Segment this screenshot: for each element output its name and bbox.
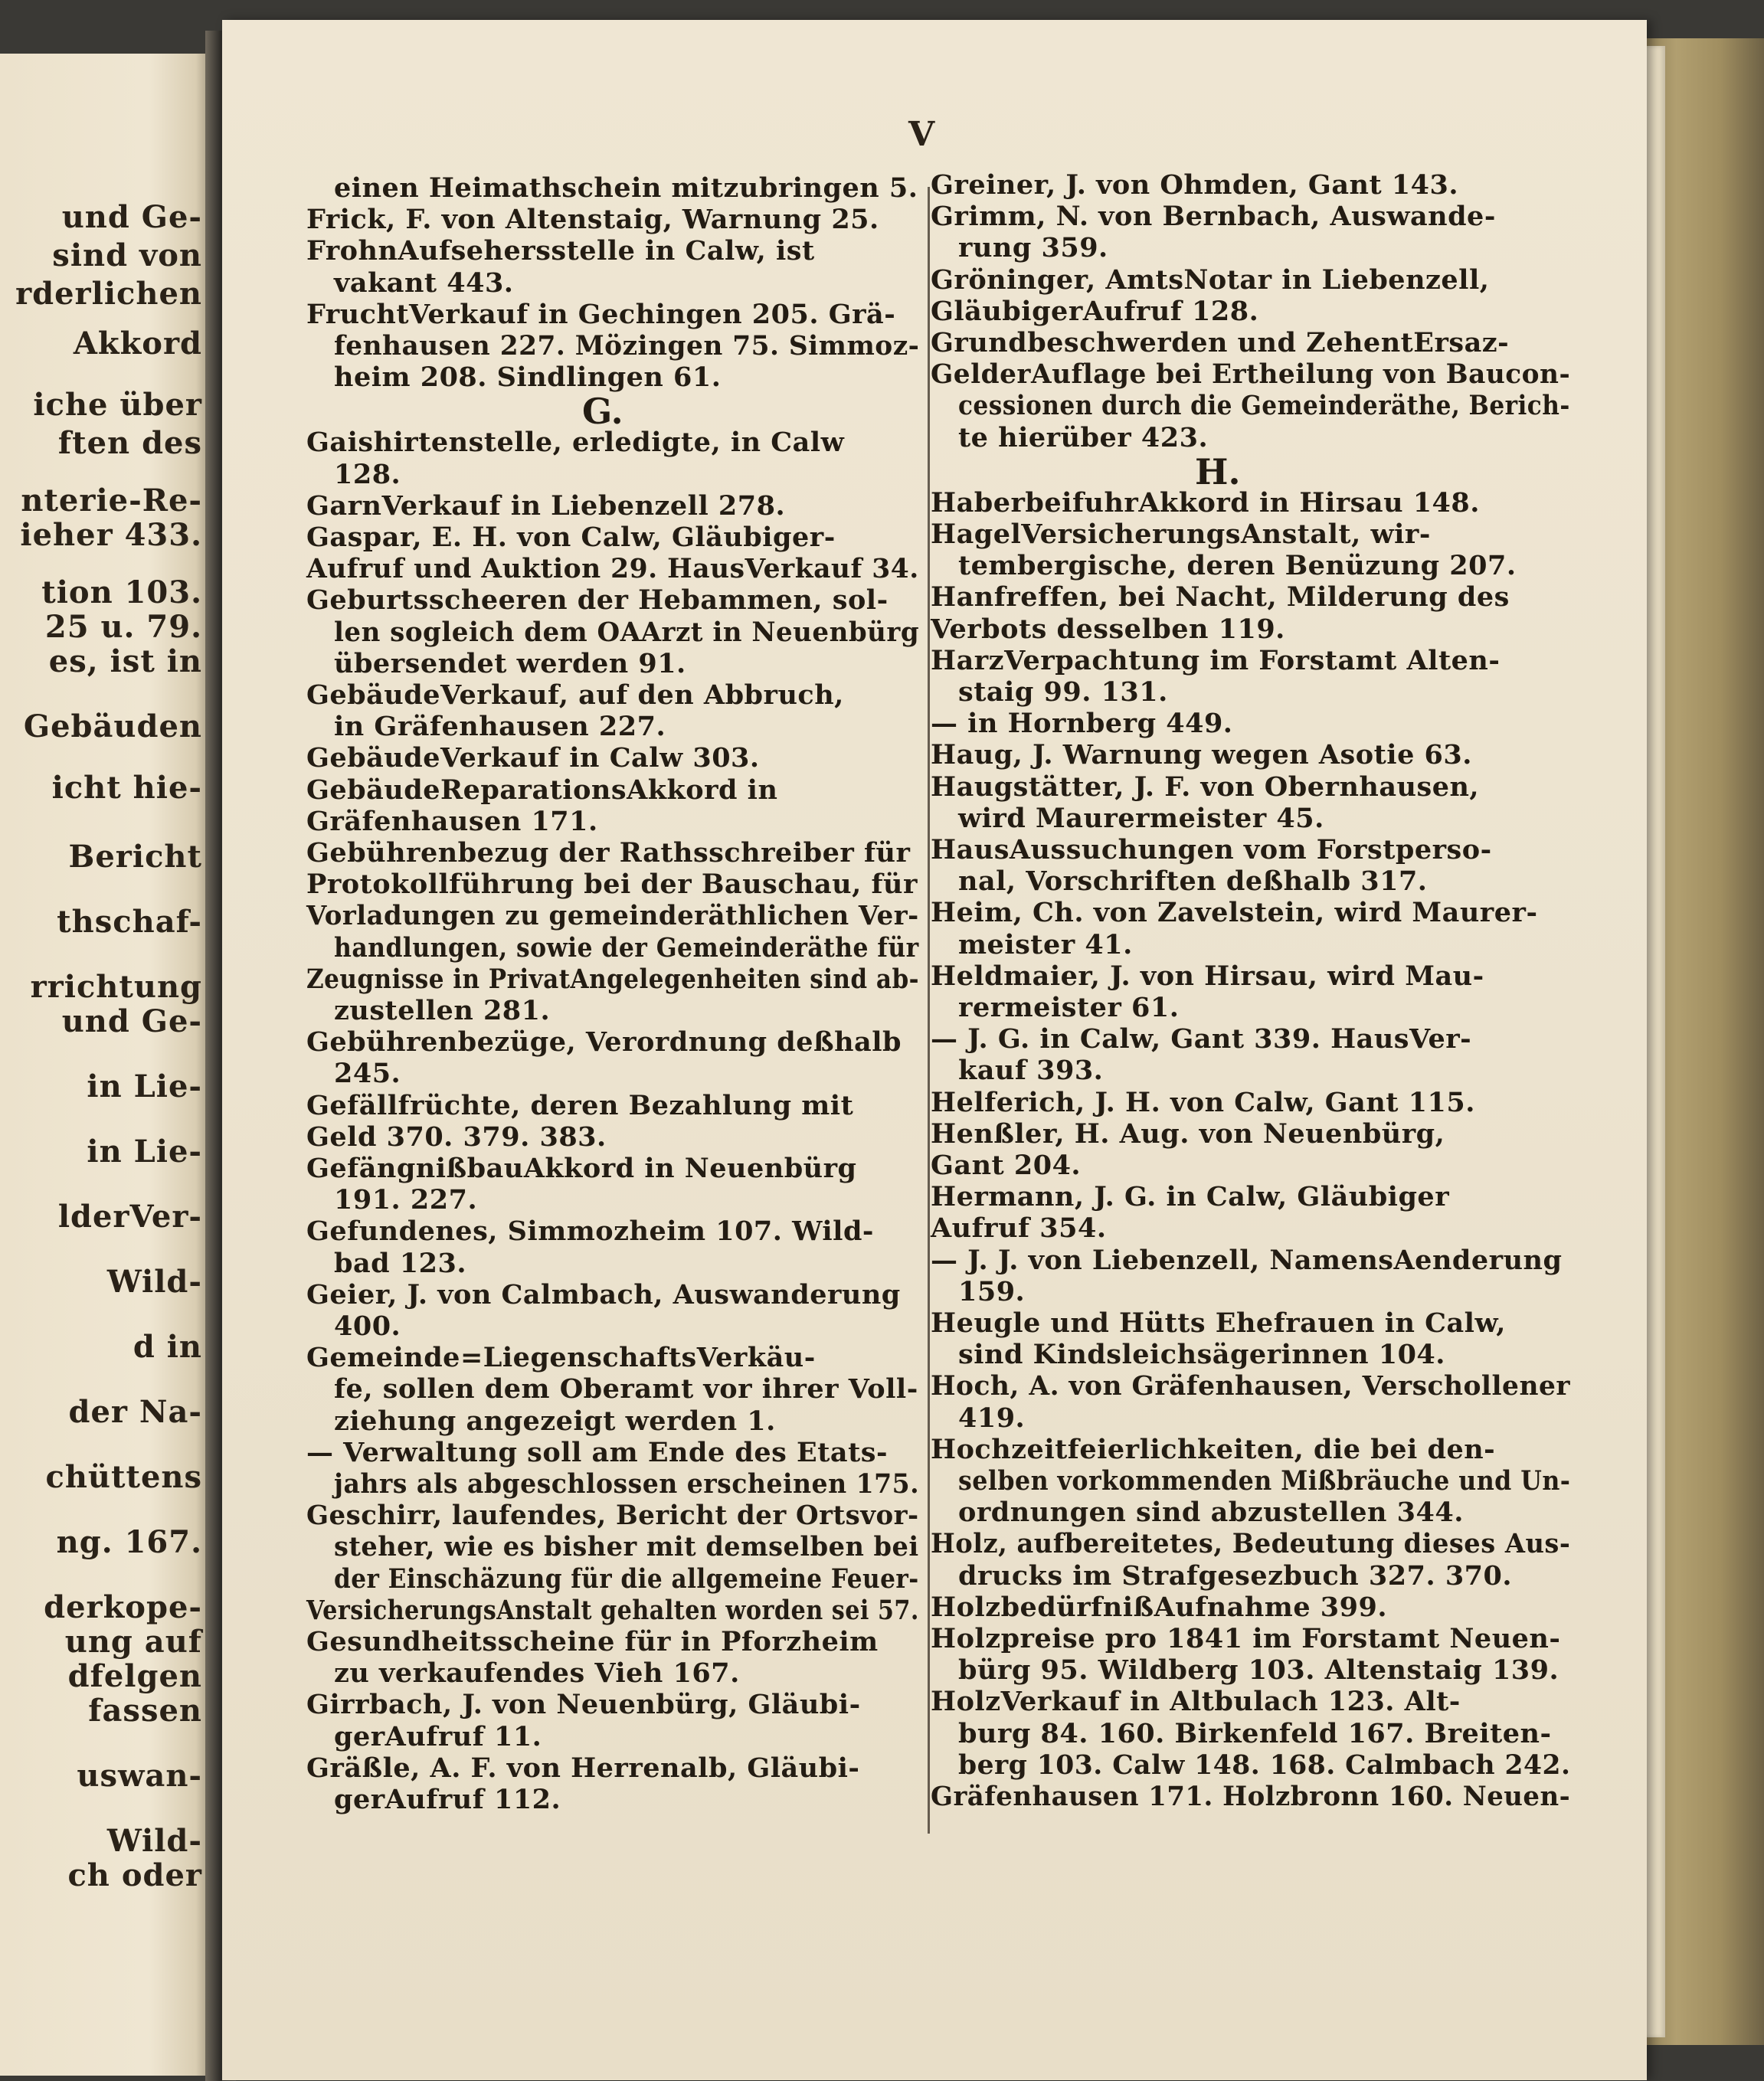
index-entry-line: Girrbach, J. von Neuenbürg, Gläubi- [306,1689,861,1721]
index-entry-line: Gräfenhausen 171. Holzbronn 160. Neuen- [931,1781,1571,1812]
index-entry-line: ordnungen sind abzustellen 344. [958,1497,1464,1529]
index-entry-line: Verbots desselben 119. [931,613,1285,645]
index-entry-line: Gant 204. [931,1150,1082,1181]
left-fragment-line: thschaf- [57,904,202,940]
index-entry-line: nal, Vorschriften deßhalb 317. [958,865,1428,898]
index-entry-line: Greiner, J. von Ohmden, Gant 143. [931,169,1459,201]
index-entry-line: Geschirr, laufendes, Bericht der Ortsvor- [306,1500,919,1532]
index-entry-line: HolzVerkauf in Altbulach 123. Alt- [931,1686,1461,1718]
index-entry-line: in Gräfenhausen 227. [334,711,666,743]
index-entry-line: Hochzeitfeierlichkeiten, die bei den- [931,1433,1496,1465]
column-divider [928,187,930,1834]
left-fragment-line: ng. 167. [56,1524,202,1560]
index-entry-line: — J. J. von Liebenzell, NamensAenderung [931,1244,1563,1276]
index-entry-line: 419. [958,1402,1026,1434]
index-entry-line: GefängnißbauAkkord in Neuenbürg [306,1153,857,1184]
left-fragment-line: 25 u. 79. [44,609,202,645]
left-fragment-line: d in [133,1329,202,1365]
index-entry-line: zu verkaufendes Vieh 167. [334,1657,740,1690]
index-entry-line: GarnVerkauf in Liebenzell 278. [306,489,786,522]
left-fragment-line: rderlichen [15,276,202,312]
index-entry-line: — J. G. in Calw, Gant 339. HausVer- [931,1023,1472,1055]
index-entry-line: Aufruf 354. [931,1212,1107,1245]
index-entry-line: HarzVerpachtung im Forstamt Alten- [931,644,1501,676]
index-entry-line: Gaishirtenstelle, erledigte, in Calw [306,427,845,459]
left-fragment-line: Akkord [73,326,202,362]
index-entry-line: GebäudeVerkauf in Calw 303. [306,742,760,774]
index-entry-line: — in Hornberg 449. [931,708,1233,740]
index-page [222,20,1647,2080]
index-entry-line: FruchtVerkauf in Gechingen 205. Grä- [306,298,896,330]
index-entry-line: Henßler, H. Aug. von Neuenbürg, [931,1117,1445,1150]
index-entry-line: ziehung angezeigt werden 1. [334,1405,776,1437]
index-entry-line: Gröninger, AmtsNotar in Liebenzell, [931,263,1490,296]
left-fragment-line: der Na- [68,1394,202,1430]
index-entry-line: Heim, Ch. von Zavelstein, wird Maurer- [931,897,1538,929]
index-entry-line: berg 103. Calw 148. 168. Calmbach 242. [958,1749,1571,1781]
index-entry-line: übersendet werden 91. [334,647,686,679]
left-fragment-line: fassen [88,1693,202,1729]
left-fragment-line: Gebäuden [23,708,202,744]
index-entry-line: GläubigerAufruf 128. [931,295,1259,327]
left-fragment-line: tion 103. [41,574,202,610]
index-entry-line: jahrs als abgeschlossen erscheinen 175. [334,1468,920,1500]
left-fragment-line: Wild- [106,1823,202,1859]
index-entry-line: Helferich, J. H. von Calw, Gant 115. [931,1086,1475,1118]
index-entry-line: Heugle und Hütts Ehefrauen in Calw, [931,1307,1506,1339]
index-entry-line: HausAussuchungen vom Forstperso- [931,834,1492,865]
index-entry-line: 128. [334,458,401,490]
left-fragment-line: ften des [57,425,202,461]
left-fragment-line: iche über [33,387,202,423]
index-entry-line: HaberbeifuhrAkkord in Hirsau 148. [931,486,1480,519]
left-fragment-line: nterie-Re- [21,483,202,519]
index-entry-line: gerAufruf 11. [334,1720,542,1752]
left-fragment-line: Bericht [68,839,202,875]
index-entry-line: FrohnAufsehersstelle in Calw, ist [306,235,815,267]
index-entry-line: bad 123. [334,1247,467,1279]
index-entry-line: steher, wie es bisher mit demselben bei [334,1531,919,1563]
index-entry-line: Holzpreise pro 1841 im Forstamt Neuen- [931,1623,1561,1654]
index-entry-line: handlungen, sowie der Gemeinderäthe für [334,931,919,964]
index-entry-line: Gesundheitsscheine für in Pforzheim [306,1626,879,1657]
index-entry-line: GelderAuflage bei Ertheilung von Baucon- [931,358,1571,391]
index-entry-line: heim 208. Sindlingen 61. [334,362,722,394]
index-entry-line: 245. [334,1058,401,1090]
index-entry-line: bürg 95. Wildberg 103. Altenstaig 139. [958,1654,1559,1687]
left-fragment-line: rrichtung [30,969,202,1005]
index-entry-line: selben vorkommenden Mißbräuche und Un- [958,1465,1571,1497]
index-entry-line: Gebührenbezug der Rathsschreiber für [306,837,911,869]
left-fragment-line: ieher 433. [20,517,202,553]
page-stack-edge [1647,46,1665,2037]
left-fragment-line: ung auf [64,1624,202,1660]
index-entry-line: Gräßle, A. F. von Herrenalb, Gläubi- [306,1752,860,1784]
index-entry-line: wird Maurermeister 45. [958,802,1324,834]
index-entry-line: der Einschäzung für die allgemeine Feuer- [334,1562,919,1595]
left-fragment-line: Wild- [106,1264,202,1300]
index-entry-line: Gebührenbezüge, Verordnung deßhalb [306,1026,902,1058]
index-entry-line: Zeugnisse in PrivatAngelegenheiten sind ab- [306,963,919,995]
index-entry-line: GebäudeReparationsAkkord in [306,774,778,806]
index-entry-line: einen Heimathschein mitzubringen 5. [334,172,918,204]
index-entry-line: Geld 370. 379. 383. [306,1121,607,1153]
index-entry-line: Vorladungen zu gemeinderäthlichen Ver- [306,900,919,932]
index-entry-line: — Verwaltung soll am Ende des Etats- [306,1436,888,1468]
index-entry-line: Gemeinde=LiegenschaftsVerkäu- [306,1342,816,1374]
index-entry-line: Aufruf und Auktion 29. HausVerkauf 34. [306,553,919,585]
left-fragment-line: in Lie- [87,1068,202,1104]
index-entry-line: 400. [334,1310,401,1342]
index-entry-line: vakant 443. [334,267,514,299]
index-entry-line: len sogleich dem OAArzt in Neuenbürg [334,616,920,648]
left-fragment-line: ch oder [67,1857,202,1893]
index-entry-line: Hanfreffen, bei Nacht, Milderung des [931,581,1510,614]
index-entry-line: HagelVersicherungsAnstalt, wir- [931,519,1431,550]
left-fragment-line: uswan- [77,1758,202,1794]
index-entry-line: staig 99. 131. [958,676,1168,708]
index-entry-line: Gefällfrüchte, deren Bezahlung mit [306,1089,854,1121]
index-entry-line: Geier, J. von Calmbach, Auswanderung [306,1278,901,1310]
index-entry-line: drucks im Strafgesezbuch 327. 370. [958,1559,1513,1592]
left-fragment-line: sind von [52,237,202,273]
left-fragment-line: derkope- [44,1589,202,1625]
index-entry-line: burg 84. 160. Birkenfeld 167. Breiten- [958,1717,1552,1749]
index-entry-line: gerAufruf 112. [334,1784,561,1815]
index-entry-line: zustellen 281. [334,995,551,1026]
index-entry-line: 191. 227. [334,1184,478,1216]
index-entry-line: Holz, aufbereitetes, Bedeutung dieses Aus- [931,1528,1571,1560]
left-fragment-line: icht hie- [51,770,202,806]
index-entry-line: Frick, F. von Altenstaig, Warnung 25. [306,204,879,236]
index-entry-line: Protokollführung bei der Bauschau, für [306,869,918,901]
left-fragment-line: dfelgen [67,1658,202,1694]
index-entry-line: Hoch, A. von Gräfenhausen, Verschollener [931,1370,1570,1402]
letter-heading: G. [582,391,623,433]
index-entry-line: fenhausen 227. Mözingen 75. Simmoz- [334,330,920,362]
index-entry-line: 159. [958,1275,1026,1307]
letter-heading: H. [1195,450,1241,492]
index-entry-line: Haug, J. Warnung wegen Asotie 63. [931,739,1472,771]
index-entry-line: VersicherungsAnstalt gehalten worden sei 57. [306,1594,919,1626]
index-entry-line: tembergische, deren Benüzung 207. [958,550,1517,582]
page-number: V [908,115,935,154]
index-entry-line: rermeister 61. [958,992,1180,1023]
index-entry-line: rung 359. [958,232,1108,264]
index-entry-line: HolzbedürfnißAufnahme 399. [931,1591,1388,1623]
previous-page-fragment [0,54,213,2076]
index-entry-line: kauf 393. [958,1055,1104,1087]
index-entry-line: Gräfenhausen 171. [306,805,598,837]
index-entry-line: fe, sollen dem Oberamt vor ihrer Voll- [334,1373,918,1405]
index-entry-line: Haugstätter, J. F. von Obernhausen, [931,771,1480,803]
index-entry-line: cessionen durch die Gemeinderäthe, Berich- [958,390,1570,422]
left-fragment-line: es, ist in [48,643,202,679]
left-fragment-line: chüttens [45,1459,202,1495]
index-entry-line: meister 41. [958,928,1133,960]
index-entry-line: Grimm, N. von Bernbach, Auswande- [931,201,1496,233]
index-entry-line: Geburtsscheeren der Hebammen, sol- [306,584,889,617]
left-fragment-line: lderVer- [57,1199,202,1235]
left-fragment-line: und Ge- [61,1003,202,1039]
index-entry-line: Gaspar, E. H. von Calw, Gläubiger- [306,522,836,553]
left-fragment-line: in Lie- [87,1134,202,1170]
index-entry-line: sind Kindsleichsägerinnen 104. [958,1339,1445,1371]
index-entry-line: GebäudeVerkauf, auf den Abbruch, [306,679,844,711]
left-fragment-line: und Ge- [61,199,202,235]
index-entry-line: Hermann, J. G. in Calw, Gläubiger [931,1181,1450,1213]
index-entry-line: Heldmaier, J. von Hirsau, wird Mau- [931,960,1484,992]
index-entry-line: te hierüber 423. [958,421,1209,453]
index-entry-line: Grundbeschwerden und ZehentErsaz- [931,327,1510,358]
index-entry-line: Gefundenes, Simmozheim 107. Wild- [306,1216,874,1248]
